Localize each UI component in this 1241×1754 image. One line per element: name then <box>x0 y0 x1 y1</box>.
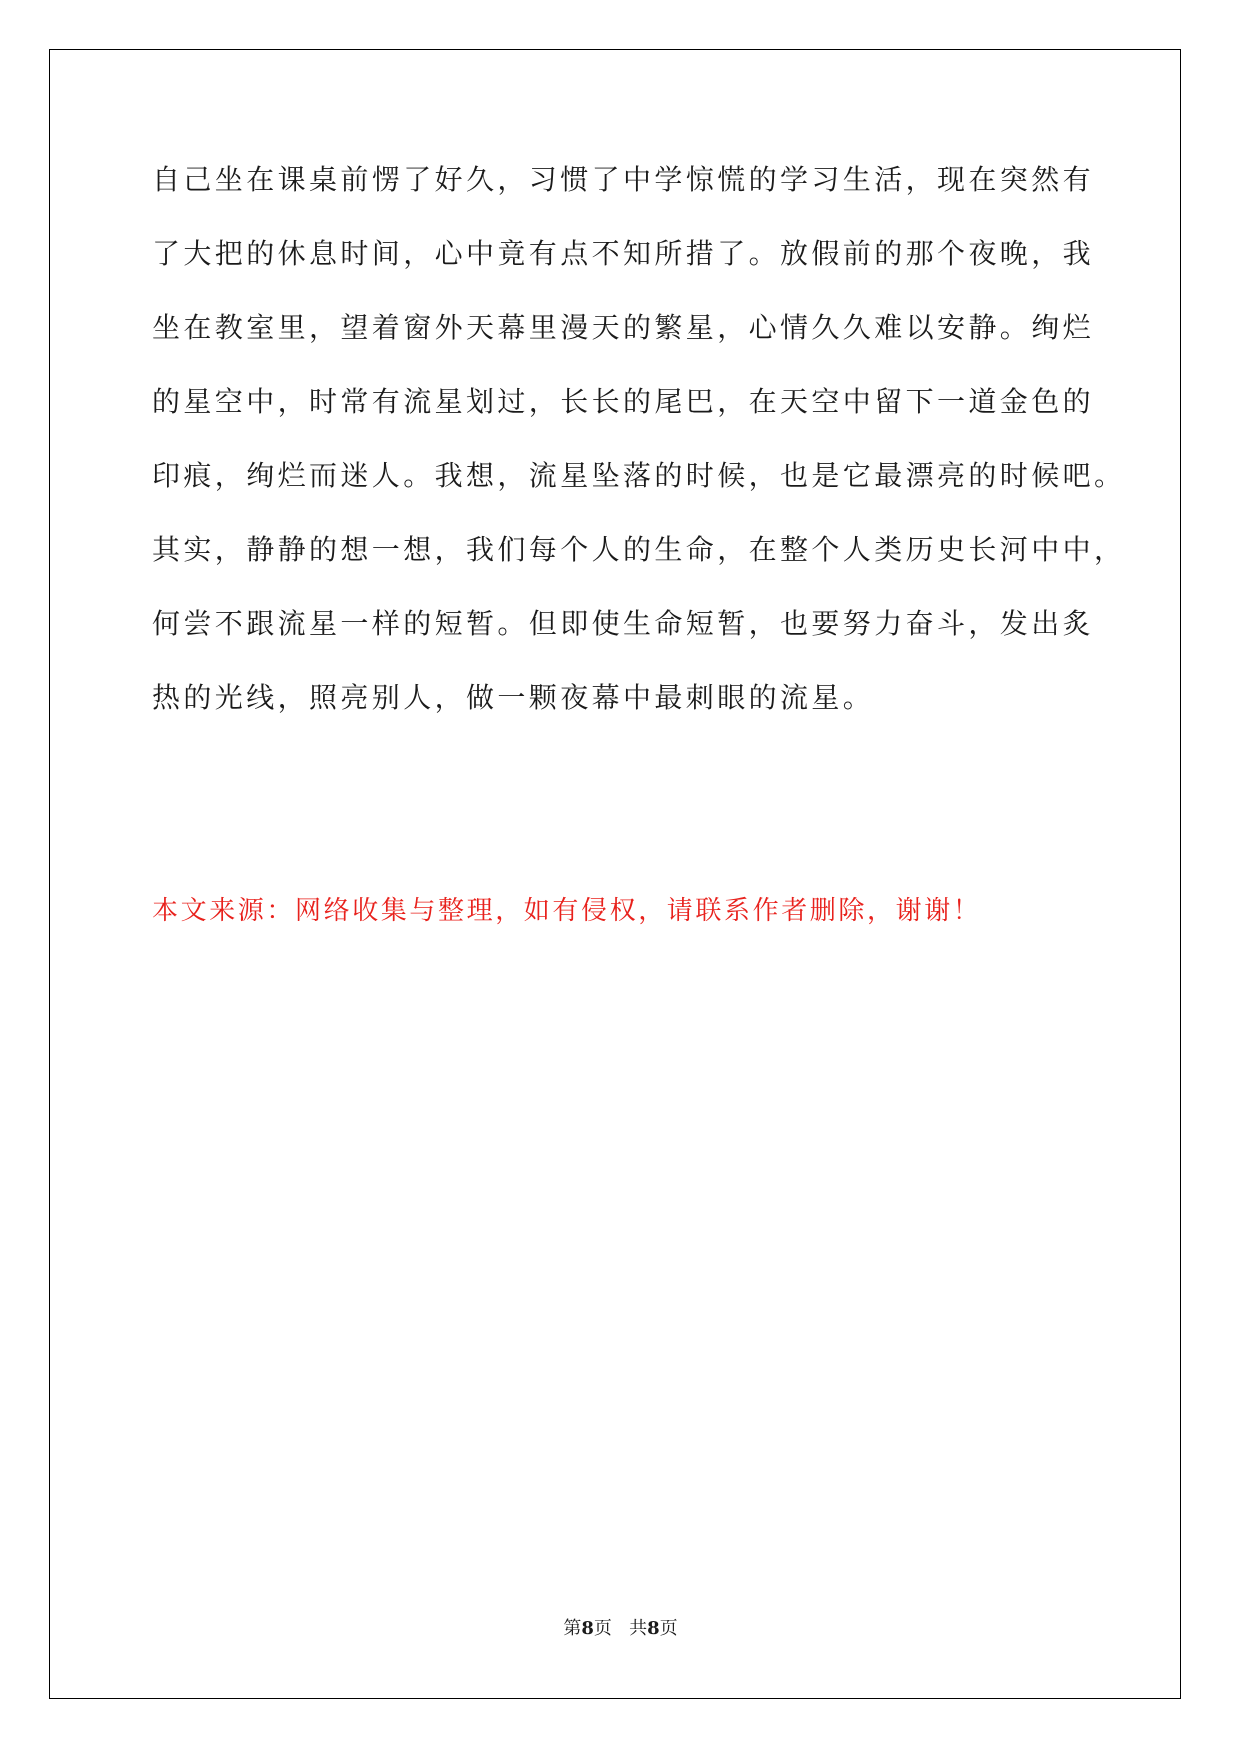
text-line-4: 的星空中，时常有流星划过，长长的尾巴，在天空中留下一道金色的 <box>152 385 1095 418</box>
footer-page-unit: 页 <box>593 1618 612 1639</box>
footer-total-prefix: 共 <box>629 1618 648 1639</box>
source-disclaimer: 本文来源：网络收集与整理，如有侵权，请联系作者删除，谢谢！ <box>152 896 982 926</box>
text-line-8: 热的光线，照亮别人，做一颗夜幕中最刺眼的流星。 <box>152 681 875 714</box>
total-page-number: 8 <box>647 1618 660 1639</box>
text-line-1: 自己坐在课桌前愣了好久，习惯了中学惊慌的学习生活，现在突然有 <box>152 163 1095 196</box>
current-page-number: 8 <box>581 1618 594 1639</box>
footer-total-unit: 页 <box>659 1618 678 1639</box>
text-line-3: 坐在教室里，望着窗外天幕里漫天的繁星，心情久久难以安静。绚烂 <box>152 311 1095 344</box>
text-line-5: 印痕，绚烂而迷人。我想，流星坠落的时候，也是它最漂亮的时候吧。 <box>152 459 1126 492</box>
body-paragraph <box>152 162 1126 754</box>
footer-prefix: 第 <box>563 1618 582 1639</box>
page-footer <box>0 1617 1241 1641</box>
text-line-6: 其实，静静的想一想，我们每个人的生命，在整个人类历史长河中中， <box>152 533 1126 566</box>
text-line-7: 何尝不跟流星一样的短暂。但即使生命短暂，也要努力奋斗，发出炙 <box>152 607 1095 640</box>
text-line-2: 了大把的休息时间，心中竟有点不知所措了。放假前的那个夜晚，我 <box>152 237 1095 270</box>
